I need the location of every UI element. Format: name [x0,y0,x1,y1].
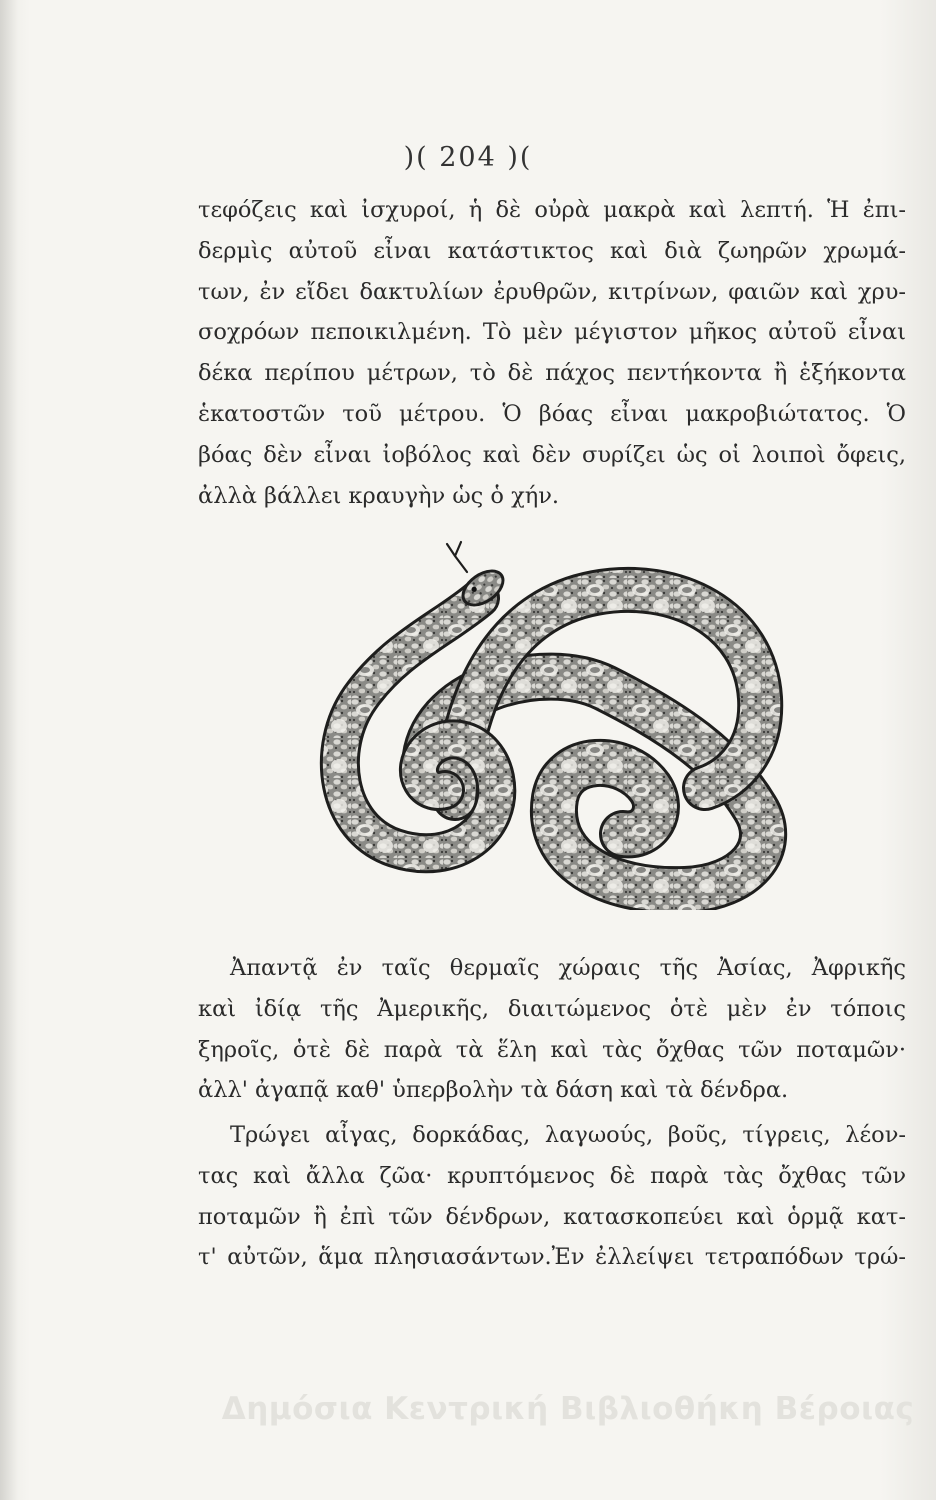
paragraph-3 [198,1115,906,1278]
text-line: βόας δὲν εἶναι ἰοβόλος καὶ δὲν συρίζει ὡς οἱ λοιποὶ ὄφεις, [198,441,906,468]
boa-snake-illustration [305,538,795,910]
text-line: τας καὶ ἄλλα ζῶα· κρυπτόμενος δὲ παρὰ τὰς ὄχθας τῶν [198,1162,906,1189]
text-line: των, ἐν εἴδει δακτυλίων ἐρυθρῶν, κιτρίνων, φαιῶν καὶ χρυ- [198,278,906,305]
text-line: Τρώγει αἶγας, δορκάδας, λαγωούς, βοῦς, τίγρεις, λέον- [230,1122,906,1148]
snake-tongue [447,542,467,572]
text-line: σοχρόων πεποικιλμένη. Τὸ μὲν μέγιστον μῆκος αὐτοῦ εἶναι [198,319,906,346]
text-line: τεφόζεις καὶ ἰσχυροί, ἡ δὲ οὐρὰ μακρὰ καὶ λεπτή. Ἡ ἐπι- [198,197,906,223]
text-line: καὶ ἰδίᾳ τῆς Ἀμερικῆς, διαιτώμενος ὁτὲ μὲν ἐν τόποις [198,995,906,1022]
paragraph-1 [198,190,906,516]
text-line: ξηροῖς, ὁτὲ δὲ παρὰ τὰ ἕλη καὶ τὰς ὄχθας τῶν ποταμῶν· [198,1036,906,1063]
paragraph-2 [198,948,906,1111]
text-line: δερμὶς αὐτοῦ εἶναι κατάστικτος καὶ διὰ ζωηρῶν χρωμά- [198,237,906,264]
text-line: ἑκατοστῶν τοῦ μέτρου. Ὁ βόας εἶναι μακροβιώτατος. Ὁ [198,400,906,427]
library-watermark: Δημόσια Κεντρική Βιβλιοθήκη Βέροιας [221,1391,915,1427]
page-number: )( 204 )( [403,142,533,173]
text-line: ποταμῶν ἢ ἐπὶ τῶν δένδρων, κατασκοπεύει καὶ ὁρμᾷ κατ- [198,1203,906,1230]
page-edge-shadow [0,0,18,1500]
text-line: Ἀπαντᾷ ἐν ταῖς θερμαῖς χώραις τῆς Ἀσίας, Ἀφρικῆς [230,955,906,981]
text-line: ἀλλὰ βάλλει κραυγὴν ὡς ὁ χήν. [198,482,560,509]
text-line: ἀλλ' ἀγαπᾷ καθ' ὑπερβολὴν τὰ δάση καὶ τὰ δένδρα. [198,1077,789,1104]
text-line: τ' αὐτῶν, ἅμα πλησιασάντων.Ἐν ἐλλείψει τετραπόδων τρώ- [198,1244,906,1271]
text-line: δέκα περίπου μέτρων, τὸ δὲ πάχος πεντήκοντα ἢ ἑξήκοντα [198,360,906,387]
